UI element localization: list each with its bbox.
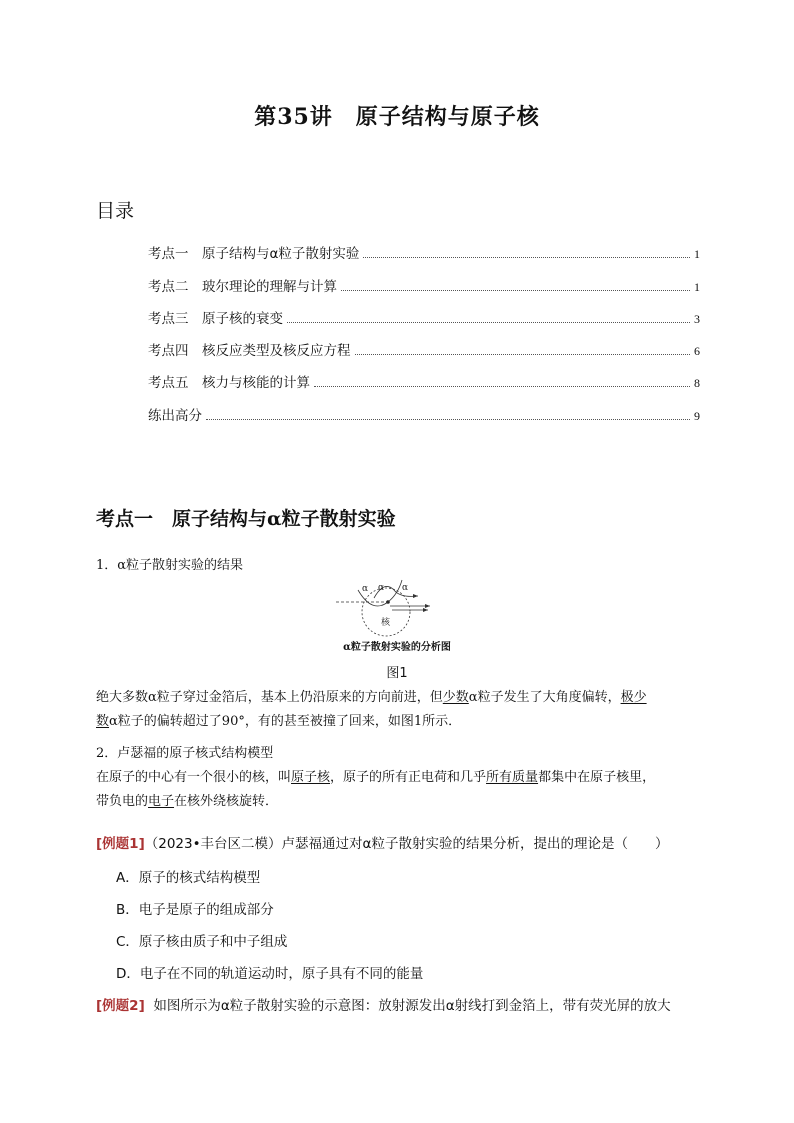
text-run: 绝大多数α粒子穿过金箔后，基本上仍沿原来的方向前进，但 (96, 690, 443, 705)
text-run: 在核外绕核旋转． (174, 794, 279, 809)
example-tag: [例题2] (96, 998, 145, 1014)
toc-item-label: 考点二 玻尔理论的理解与计算 (148, 278, 337, 295)
answer-option[interactable]: D．电子在不同的轨道运动时，原子具有不同的能量 (116, 966, 424, 982)
arrow-head (425, 604, 430, 608)
toc-item-label: 考点五 核力与核能的计算 (148, 375, 310, 392)
table-of-contents (148, 230, 700, 424)
example-tag: [例题1] (96, 836, 145, 852)
toc-item[interactable] (148, 230, 700, 262)
text-run: 带负电的 (96, 794, 149, 809)
paragraph (96, 766, 701, 814)
toc-item[interactable] (148, 391, 700, 423)
paragraph (96, 686, 701, 734)
nucleus-label: 核 (381, 618, 391, 628)
toc-item[interactable] (148, 262, 700, 294)
toc-leader (206, 419, 690, 420)
text-run: ，原子的所有正电荷和几乎 (330, 770, 487, 785)
example-question (96, 832, 701, 856)
underlined-term: 电子 (148, 794, 175, 809)
toc-item-label: 练出高分 (148, 407, 202, 424)
text-run: α粒子发生了大角度偏转， (468, 690, 621, 705)
text-run: 在原子的中心有一个很小的核，叫 (96, 770, 292, 785)
underlined-term: 极少 (620, 690, 647, 705)
toc-leader (287, 322, 690, 323)
toc-item-page: 8 (694, 376, 700, 391)
underlined-term: 数 (96, 714, 110, 729)
toc-item[interactable] (148, 359, 700, 391)
answer-option[interactable]: B．电子是原子的组成部分 (116, 902, 274, 918)
answer-option[interactable]: C．原子核由质子和中子组成 (116, 934, 288, 950)
answer-option[interactable]: A．原子的核式结构模型 (116, 870, 261, 886)
toc-item-page: 1 (694, 247, 700, 262)
toc-leader (363, 257, 690, 258)
item-heading: 2．卢瑟福的原子核式结构模型 (96, 746, 274, 761)
alpha-label: α (362, 584, 369, 594)
toc-heading: 目录 (96, 200, 135, 222)
figure-label: 图1 (386, 666, 408, 681)
question-stem: 如图所示为α粒子散射实验的示意图：放射源发出α射线打到金箔上，带有荧光屏的放大 (153, 998, 671, 1014)
text-run: 都集中在原子核里， (538, 770, 656, 785)
example-question (96, 994, 701, 1018)
toc-item-label: 考点三 原子核的衰变 (148, 310, 283, 327)
toc-item-label: 考点四 核反应类型及核反应方程 (148, 343, 351, 360)
arrow-head (413, 594, 418, 598)
question-stem: （2023•丰台区二模）卢瑟福通过对α粒子散射实验的结果分析，提出的理论是（ ） (144, 836, 669, 852)
toc-leader (355, 354, 691, 355)
toc-item-label: 考点一 原子结构与α粒子散射实验 (148, 246, 360, 263)
figure-caption: α粒子散射实验的分析图 (343, 642, 451, 653)
scattering-diagram (336, 578, 460, 638)
toc-item-page: 1 (694, 279, 700, 294)
underlined-term: 原子核 (291, 770, 331, 785)
item-heading: 1．α粒子散射实验的结果 (96, 558, 244, 573)
toc-item[interactable] (148, 295, 700, 327)
toc-leader (341, 290, 690, 291)
toc-leader (314, 386, 690, 387)
toc-item-page: 3 (694, 311, 700, 326)
toc-item-page: 6 (694, 344, 700, 359)
toc-item-page: 9 (694, 408, 700, 423)
underlined-term: 少数 (442, 690, 469, 705)
page-title: 第35讲 原子结构与原子核 (254, 104, 540, 130)
alpha-label: α (378, 583, 385, 593)
underlined-term: 所有质量 (486, 770, 539, 785)
toc-item[interactable] (148, 327, 700, 359)
arrow-head (423, 608, 428, 612)
text-run: α粒子的偏转超过了90°，有的甚至被撞了回来，如图1所示． (109, 714, 462, 729)
section-heading: 考点一 原子结构与α粒子散射实验 (96, 508, 396, 530)
alpha-label: α (402, 583, 409, 593)
